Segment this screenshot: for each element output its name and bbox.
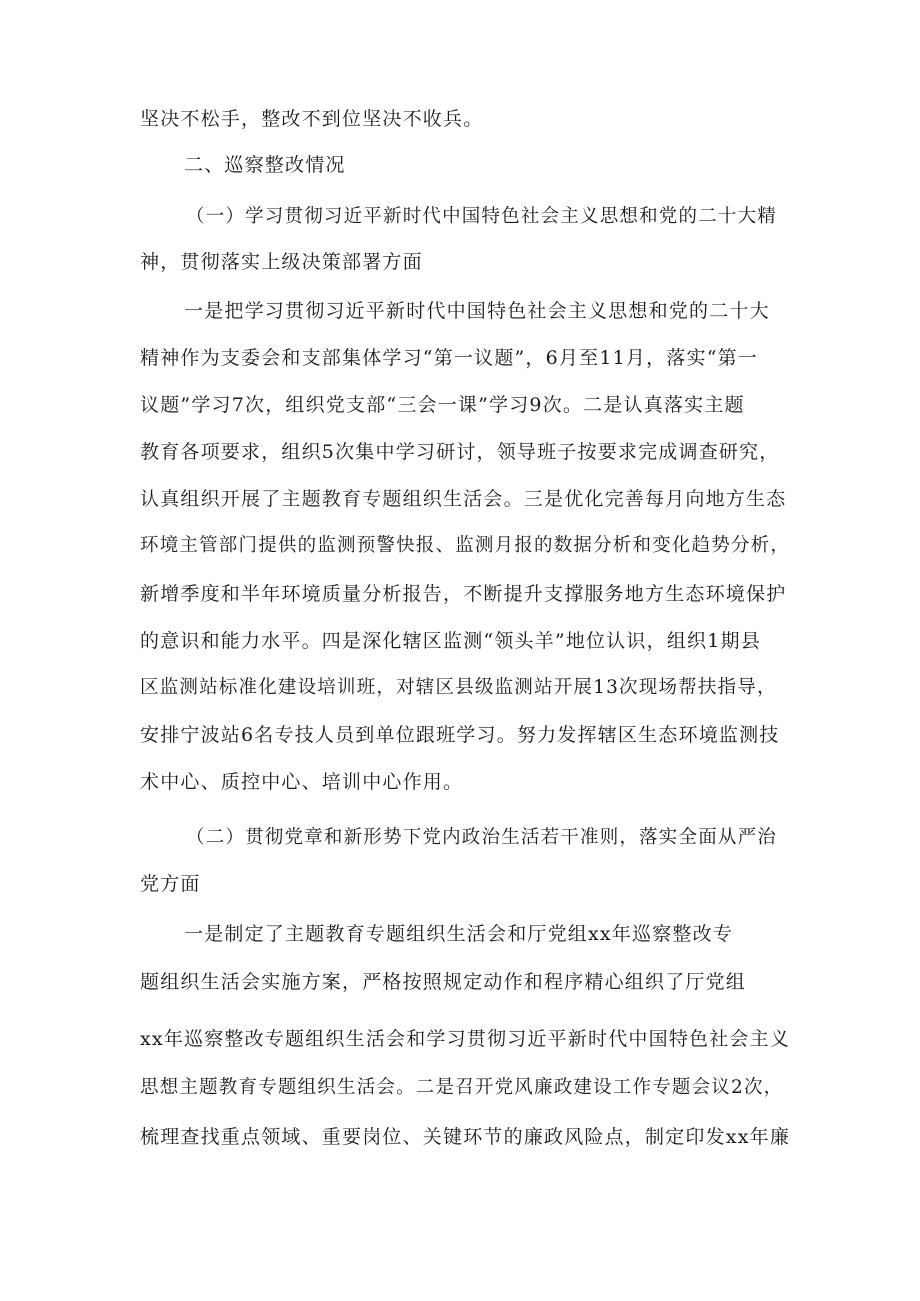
subsection-heading: 党方面 xyxy=(140,873,201,895)
paragraph-line: 思想主题教育专题组织生活会。二是召开党风廉政建设工作专题会议2次， xyxy=(140,1077,784,1098)
paragraph-line: 术中心、质控中心、培训中心作用。 xyxy=(140,771,464,793)
section-heading: 二、巡察整改情况 xyxy=(184,154,346,176)
subsection-heading: 神，贯彻落实上级决策部署方面 xyxy=(140,251,423,273)
paragraph-line: 安排宁波站6名专技人员到单位跟班学习。努力发挥辖区生态环境监测技 xyxy=(140,724,780,746)
paragraph-line: 议题”学习7次，组织党支部“三会一课”学习9次。二是认真落实主题 xyxy=(140,394,745,416)
paragraph-line: 精神作为支委会和支部集体学习“第一议题”，6月至11月，落实“第一 xyxy=(140,347,759,369)
paragraph-line: 教育各项要求，组织5次集中学习研讨，领导班子按要求完成调查研究， xyxy=(140,441,780,463)
paragraph-line: 梳理查找重点领域、重要岗位、关键环节的廉政风险点，制定印发xx年廉 xyxy=(140,1126,791,1148)
paragraph-line: 的意识和能力水平。四是深化辖区监测“领头羊”地位认识，组织1期县 xyxy=(140,630,761,652)
paragraph-line: 一是把学习贯彻习近平新时代中国特色社会主义思想和党的二十大 xyxy=(184,300,770,322)
paragraph-line: 新增季度和半年环境质量分析报告，不断提升支撑服务地方生态环境保护 xyxy=(140,583,787,605)
paragraph-line: 环境主管部门提供的监测预警快报、监测月报的数据分析和变化趋势分析， xyxy=(140,535,791,556)
subsection-heading: （一）学习贯彻习近平新时代中国特色社会主义思想和党的二十大精 xyxy=(186,206,778,227)
paragraph-line: 题组织生活会实施方案，严格按照规定动作和程序精心组织了厅党组 xyxy=(140,971,747,993)
paragraph-line: xx年巡察整改专题组织生活会和学习贯彻习近平新时代中国特色社会主义 xyxy=(140,1028,791,1050)
subsection-heading: （二）贯彻党章和新形势下党内政治生活若干准则，落实全面从严治 xyxy=(186,827,778,848)
paragraph-line: 一是制定了主题教育专题组织生活会和厅党组xx年巡察整改专 xyxy=(184,923,734,945)
paragraph-line: 坚决不松手，整改不到位坚决不收兵。 xyxy=(140,108,484,130)
paragraph-line: 认真组织开展了主题教育专题组织生活会。三是优化完善每月向地方生态 xyxy=(140,488,787,510)
paragraph-line: 区监测站标准化建设培训班，对辖区县级监测站开展13次现场帮扶指导， xyxy=(140,677,777,698)
